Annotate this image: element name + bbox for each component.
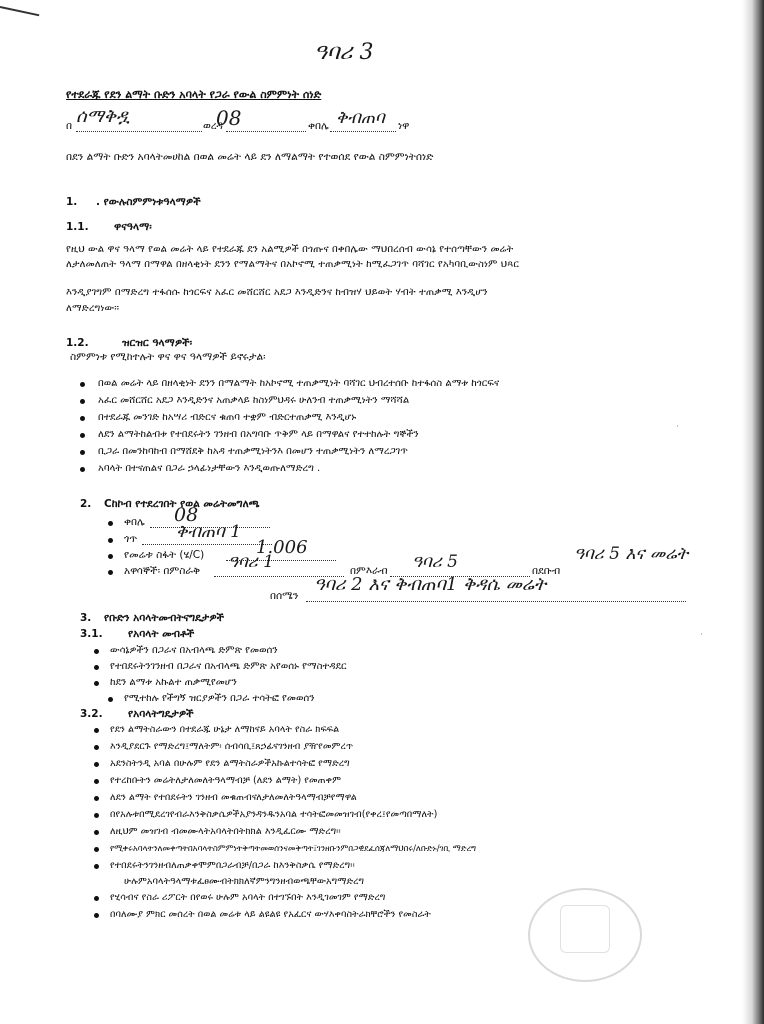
intro-text: በደን ልማት ቡድን አባላትመሀከል በወል መሬት ላይ ደን ለማልማት የተወሰደ የውል ስምምነትሰነድ: [66, 151, 434, 163]
section-2-number: 2.: [80, 498, 92, 510]
list-item: ከደን ልማቱ አኩልተ ጠቃሚየመሆን: [110, 677, 237, 688]
list-item: በወል መሬት ላይ በዘላቂነት ደንን በማልማት ከአኮኖሚ ተጠቃሚነት ባሻገር ህብረተሰቡ ከተፋሰስ ልማቱ ከጎርፍና: [98, 378, 500, 389]
margin-mark: ·: [700, 630, 703, 640]
section-1-2-heading: ዝርዝር ዓላማዎች፡: [122, 337, 193, 349]
list-item: አባላት በተናጠልና በጋራ ኃላፊነታቸውን እንዲወጡለማድረግ .: [98, 463, 321, 474]
section-1-2-intro: ስምምነቱ የሚከተሉት ዋና ዋና ዓላማዎች ይኖሩታል፡: [70, 351, 266, 363]
handwritten-got-value: ቅብጠባ 1: [176, 522, 242, 542]
section-3-heading: የቡድን አባላትመብትናግዴታዎች: [104, 612, 225, 624]
section-2-heading: Cከኮብ የተደረገበት የወል መሬትመግለጫ: [104, 498, 260, 510]
bullet: [94, 728, 99, 733]
list-item: የሚቀሩአባላትንለመቀጣትበአባላትስምምነትቅጣትመወሰንናመቅጣት፤ገንዘቡንምበጋዊደፈሰጃለማህበሩ/ለቡድኑ/ገቢ ማድረግ: [110, 843, 477, 853]
bullet: [94, 665, 99, 670]
section-1-2-number: 1.2.: [66, 337, 89, 349]
paragraph-line: እንዲያገግም በማድረግ ተፋሰሱ ከጎርፍና አፈር መሸርሸር አደጋ እንዲድንና ከብዝሃ ህይወት ሃብት ተጠቃሚ እንዲሆን: [66, 287, 488, 298]
kebele-label: ቀበሌ: [308, 120, 329, 132]
bullet: [94, 896, 99, 901]
date-prefix: በ: [66, 120, 73, 132]
bullet: [80, 467, 85, 472]
document-title: የተደራጁ የደን ልማት ቡድን አባላት የጋራ የውል ስምምነት ሰነድ: [66, 88, 322, 101]
bullet: [94, 762, 99, 767]
bullet: [80, 433, 85, 438]
dotted-line: [142, 544, 272, 545]
list-item: ለዚህም መዝገብ ብመሙላትአባላትበትክክል እንዲፈርሙ ማድረግ፡፡: [110, 826, 341, 837]
paragraph-line: ለታለመለጠት ዓላማ በማዋል በዘላቂነት ደንን የማልማትና በአኮኖሚ ተጠቃሚነት ከሚፈጋገጥ ባሻገር የአካባቢውስነም ህጻር: [66, 259, 519, 270]
bullet: [108, 570, 113, 575]
list-item: በየአሉቱበሚደረገየብራእንቅስቃሴዎችአያንዳንዱንአባል ተሳትፎመመዝገብ(የቀረ፤የመጣበማለት): [110, 809, 438, 820]
bullet: [94, 913, 99, 918]
list-item: የደን ልማትስራውን በተደራጁ ሁኔታ ለማከናይ አባላት የስራ ክፍፍል: [110, 724, 340, 735]
bullet: [80, 450, 85, 455]
margin-mark: ·: [676, 422, 679, 432]
bullet: [94, 847, 99, 852]
bullet: [94, 796, 99, 801]
handwritten-east-value: ዓባሪ 1: [228, 552, 274, 572]
list-item: የተረከቡትን መሬትለታለመለትዓላማብቻ (ለደን ልማት) የመጠቀም: [110, 775, 342, 786]
bullet: [94, 864, 99, 869]
bullet: [108, 697, 113, 702]
paragraph-line: የዚህ ውል ዋና ዓላማ የወል መሬት ላይ የተደራጁ ደን አልሚዎች በጎጡና በቀበሌው ማህበረሰብ ውሳኔ የተሰጣቸውን መሬት: [66, 244, 514, 255]
dotted-line: [76, 131, 202, 132]
scan-edge-shadow: [742, 0, 764, 1024]
west-field-label: በምእራብ: [350, 565, 388, 577]
bullet: [108, 538, 113, 543]
list-item: ለደን ልማት የተበደሩትን ገንዘብ መቁጠብናለታለመለትዓላማብቻየማዋል: [110, 792, 357, 803]
handwritten-north-value: ዓባሪ 5 እና መሬት: [574, 544, 689, 564]
page-label: ዓባሪ 3: [314, 40, 374, 65]
date-suffix: ነዋ: [398, 120, 410, 132]
section-3-2-number: 3.2.: [80, 708, 103, 720]
list-item: ውሳኔዎችን በጋራና በአብላጫ ድምጽ የመወሰን: [110, 645, 278, 656]
scan-corner-mark: [0, 6, 39, 16]
dotted-line: [226, 131, 306, 132]
section-1-1-number: 1.1.: [66, 221, 89, 233]
list-item: በተደራጁ መንገድ ከአሣሪ ብድርና ቁጠባ ተቋም ብድርተጠቃሚ እንዲሆኑ: [98, 412, 357, 423]
handwritten-kebele-value: 08: [174, 504, 199, 526]
section-3-number: 3.: [80, 612, 92, 624]
handwritten-name: ሰማቅዷ: [76, 106, 130, 127]
list-item: የሚተከሉ የችግኝ ዝርያዎችን በጋራ ተሳትፎ የመወሰን: [124, 693, 315, 704]
list-item: የሂሳብና የስራ ሪፖርት በየወሩ ሁሉም አባላት በተገኙበት እንዲገመገም የማድረግ: [110, 892, 386, 903]
handwritten-woreda: 08: [216, 106, 242, 130]
official-stamp-emblem: [560, 905, 610, 953]
area-field-label: የመሬቱ ስፋት (ሄ/C): [124, 549, 205, 561]
section-3-1-number: 3.1.: [80, 628, 103, 640]
dotted-line: [330, 131, 396, 132]
south-field-label: በሰሜን: [270, 590, 299, 602]
list-item: በባለሙያ ምክር መሰረት በወል መሬቱ ላይ ልዩልዩ የአፈርና ውሃእቀባስትራክቸሮችን የመስራት: [110, 909, 431, 920]
north-field-label: በደቡብ: [532, 565, 561, 577]
handwritten-south-value: ዓባሪ 2 እና ቅብጠባ1 ቅዳሴ መሬት: [314, 574, 547, 595]
woreda-label: ወረዳ: [203, 120, 223, 132]
list-item: የተበደሩትንገንዘብ በጋራና በአብላጫ ድምጽ አየወሰኑ የማስተዳደር: [110, 661, 347, 672]
handwritten-area-value: 1.006: [256, 537, 308, 558]
bullet: [108, 521, 113, 526]
section-1-heading: . የውሉስምምነቱዓላማዎች: [96, 196, 201, 208]
handwritten-kebele: ቅብጠባ: [336, 108, 385, 128]
handwritten-west-value: ዓባሪ 5: [412, 552, 458, 572]
list-item: አደንስትንዲ አባል በሁሉም የደን ልማትስራዎችአኩልተሳትፎ የማድረግ: [110, 758, 350, 769]
list-item: ቢጋራ በመንከባከብ በማሸደቅ ከአዳ ተጠቃሚነትንእ በመሆን ተጠቃሚነትን ለማረጋገጥ: [98, 446, 408, 457]
kebele-field-label: ቀበሌ: [124, 516, 145, 528]
border-field-label: አዋሳኞች፡ በምስራቅ: [124, 565, 201, 577]
bullet: [94, 681, 99, 686]
bullet: [94, 649, 99, 654]
bullet: [94, 830, 99, 835]
section-3-1-heading: የአባላት መብቶች: [128, 628, 195, 640]
list-item: የተበደሩትንገንዘብለጠቃቀሞምበጋራብቻ/በጋራ ከእንቅስቃሴ የማድረግ፡፡: [110, 860, 355, 871]
bullet: [94, 813, 99, 818]
section-3-2-heading: የአባላትግዴታዎች: [128, 708, 194, 720]
list-item-continuation: ሁሉምአባላትዓላማቱፈፀሙብትክክለኛምንግንዘብወጫቸውአግማድረግ: [124, 876, 365, 887]
got-field-label: ጎጥ: [124, 533, 138, 545]
bullet: [94, 779, 99, 784]
paragraph-line: ለማድረግነው፡፡: [66, 303, 120, 314]
list-item: አፈር መሸርሸር አደጋ እንዲድንና አጠቃላይ ከስነምህዳሩ ሁለንብ ተጠቃሚነትን ማሻሻል: [98, 395, 410, 406]
list-item: ለደን ልማትከልብቱ የተበደሩትን ገንዘብ በአግባቡ ጥቅም ላይ በማዋልና የተተከሉት ግኞችን: [98, 429, 419, 440]
bullet: [94, 745, 99, 750]
bullet: [108, 554, 113, 559]
list-item: እንዲያደርጉ የማድረግ፤ማለትም፡ ሰብሳቢ፤ጸኃፊናገንዘብ ያዥየመምረጥ: [110, 741, 354, 752]
dotted-line: [306, 601, 686, 602]
bullet: [80, 399, 85, 404]
section-1-1-heading: ዋናዓላማ፡: [114, 221, 152, 233]
section-1-number: 1.: [66, 196, 78, 208]
bullet: [80, 382, 85, 387]
bullet: [80, 416, 85, 421]
